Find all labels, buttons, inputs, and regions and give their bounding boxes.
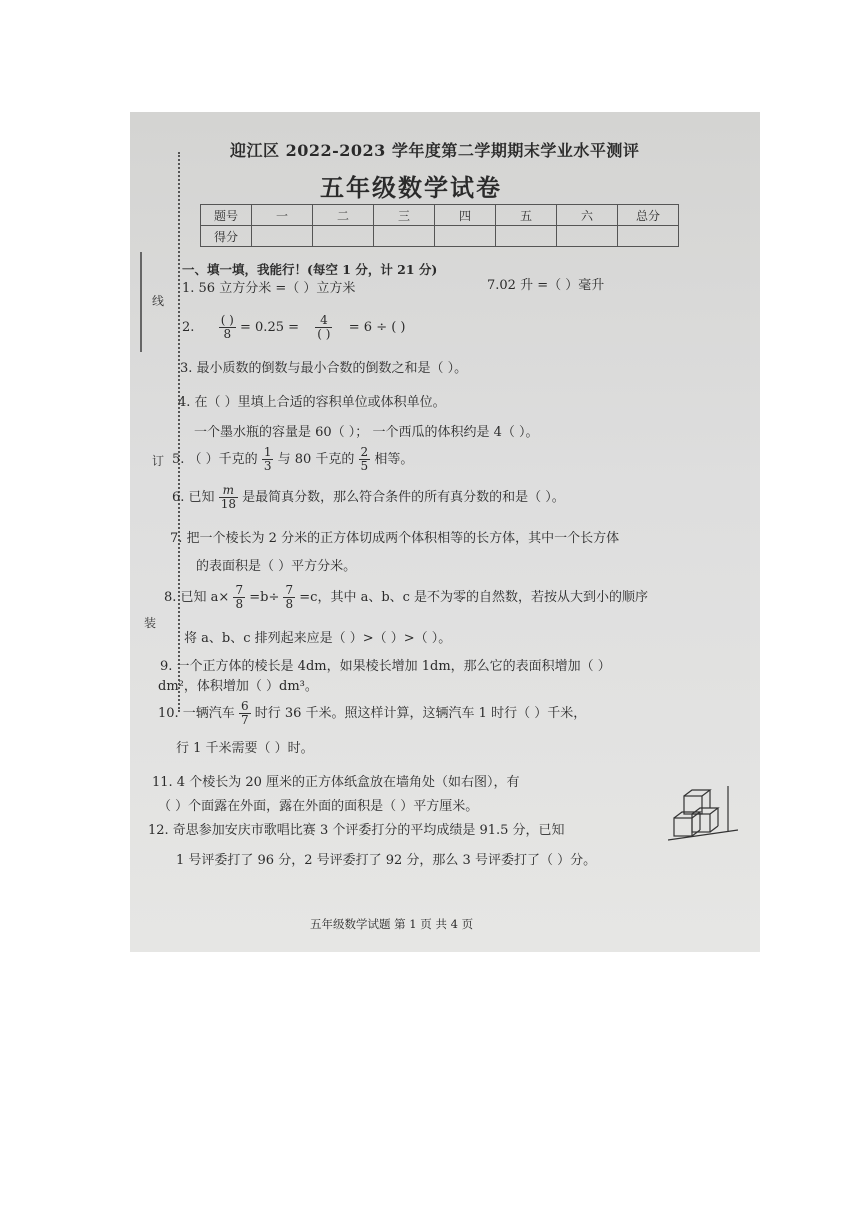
score-table-score-row	[201, 226, 679, 247]
question-12: 12. 奇思参加安庆市歌唱比赛 3 个评委打分的平均成绩是 91.5 分，已知	[148, 823, 565, 838]
denominator: 8	[223, 327, 232, 341]
score-input-cell[interactable]	[374, 226, 435, 247]
score-cell: 总分	[618, 205, 679, 226]
page-footer: 五年级数学试题 第 1 页 共 4 页	[310, 917, 474, 931]
question-7: 7. 把一个棱长为 2 分米的正方体切成两个体积相等的长方体，其中一个长方体	[170, 531, 620, 546]
question-12-line2: 1 号评委打了 96 分，2 号评委打了 92 分，那么 3 号评委打了（ ）分。	[176, 853, 597, 868]
numerator: 2	[360, 445, 369, 459]
fraction	[239, 700, 251, 727]
fraction	[315, 314, 332, 341]
score-cell: 得分	[201, 226, 252, 247]
score-input-cell[interactable]	[557, 226, 618, 247]
question-number: 2.	[182, 320, 195, 335]
question-text: 时行 36 千米。照这样计算，这辆汽车 1 时行（ ）千米，	[254, 706, 587, 721]
question-text: 8. 已知 a×	[164, 590, 230, 605]
score-cell: 一	[252, 205, 313, 226]
denominator: 3	[263, 459, 272, 473]
question-text: 相等。	[374, 452, 414, 467]
margin-mark	[140, 252, 142, 352]
score-cell: 三	[374, 205, 435, 226]
score-input-cell[interactable]	[435, 226, 496, 247]
fraction	[262, 446, 274, 473]
equation-text: = 6 ÷ ( )	[348, 320, 406, 335]
score-cell: 题号	[201, 205, 252, 226]
question-11: 11. 4 个棱长为 20 厘米的正方体纸盒放在墙角处（如右图），有	[152, 775, 520, 790]
question-7-line2: 的表面积是（ ）平方分米。	[196, 559, 357, 574]
denominator: 8	[235, 597, 244, 611]
numerator: 7	[235, 583, 244, 597]
fraction	[283, 584, 295, 611]
question-1a: 1. 56 立方分米 =（ ）立方米	[182, 281, 356, 296]
fraction	[359, 446, 371, 473]
score-input-cell[interactable]	[618, 226, 679, 247]
score-cell: 五	[496, 205, 557, 226]
fraction	[233, 584, 245, 611]
question-8	[164, 584, 648, 611]
question-9-line2: dm²，体积增加（ ）dm³。	[158, 679, 318, 694]
score-cell: 二	[313, 205, 374, 226]
score-input-cell[interactable]	[252, 226, 313, 247]
numerator: 7	[285, 583, 294, 597]
question-text: =c，其中 a、b、c 是不为零的自然数，若按从大到小的顺序	[299, 590, 649, 605]
question-8-line2: 将 a、b、c 排列起来应是（ ）>（ ）>（ ）。	[184, 631, 452, 646]
question-text: =b÷	[249, 590, 280, 605]
question-4-line2: 一个墨水瓶的容量是 60（ ）； 一个西瓜的体积约是 4（ ）。	[194, 425, 539, 440]
equation-text: = 0.25 =	[240, 320, 300, 335]
exam-page	[130, 112, 760, 952]
score-input-cell[interactable]	[313, 226, 374, 247]
numerator: 6	[240, 699, 249, 713]
score-input-cell[interactable]	[496, 226, 557, 247]
denominator: 18	[220, 497, 236, 511]
score-table-header-row	[201, 205, 679, 226]
binding-char-bind: 装	[144, 616, 157, 630]
question-text: 与 80 千克的	[277, 452, 355, 467]
question-6	[172, 484, 565, 511]
binding-line	[178, 152, 180, 712]
score-cell: 四	[435, 205, 496, 226]
question-text: 5. （ ）千克的	[172, 452, 258, 467]
question-10-line2: 行 1 千米需要（ ）时。	[176, 741, 314, 756]
numerator: 1	[263, 445, 272, 459]
exam-subtitle: 五年级数学试卷	[320, 173, 502, 202]
denominator: ( )	[317, 327, 331, 341]
binding-char-order: 订	[152, 454, 165, 468]
numerator: 4	[315, 314, 332, 328]
score-table	[200, 204, 679, 247]
question-10	[158, 700, 586, 727]
section-heading: 一、填一填，我能行！(每空 1 分，计 21 分)	[182, 262, 438, 277]
numerator: m	[219, 484, 238, 498]
question-1b: 7.02 升 =（ ）毫升	[487, 278, 605, 293]
question-text: 是最简真分数，那么符合条件的所有真分数的和是（ ）。	[242, 490, 565, 505]
fraction	[219, 314, 236, 341]
denominator: 7	[240, 713, 249, 727]
score-cell: 六	[557, 205, 618, 226]
question-3: 3. 最小质数的倒数与最小合数的倒数之和是（ ）。	[180, 361, 468, 376]
denominator: 8	[285, 597, 294, 611]
numerator: ( )	[220, 313, 234, 327]
exam-title: 迎江区 2022-2023 学年度第二学期期末学业水平测评	[230, 141, 640, 160]
question-4: 4. 在（ ）里填上合适的容积单位或体积单位。	[178, 395, 446, 410]
question-5	[172, 446, 413, 473]
question-2	[182, 314, 406, 341]
question-text: 6. 已知	[172, 490, 215, 505]
question-text: 10. 一辆汽车	[158, 706, 235, 721]
fraction	[219, 484, 238, 511]
stacked-cubes-figure	[668, 782, 738, 844]
question-11-line2: （ ）个面露在外面，露在外面的面积是（ ）平方厘米。	[158, 799, 479, 814]
denominator: 5	[360, 459, 369, 473]
binding-char-line: 线	[152, 294, 165, 308]
question-9: 9. 一个正方体的棱长是 4dm，如果棱长增加 1dm，那么它的表面积增加（ ）	[160, 659, 611, 674]
